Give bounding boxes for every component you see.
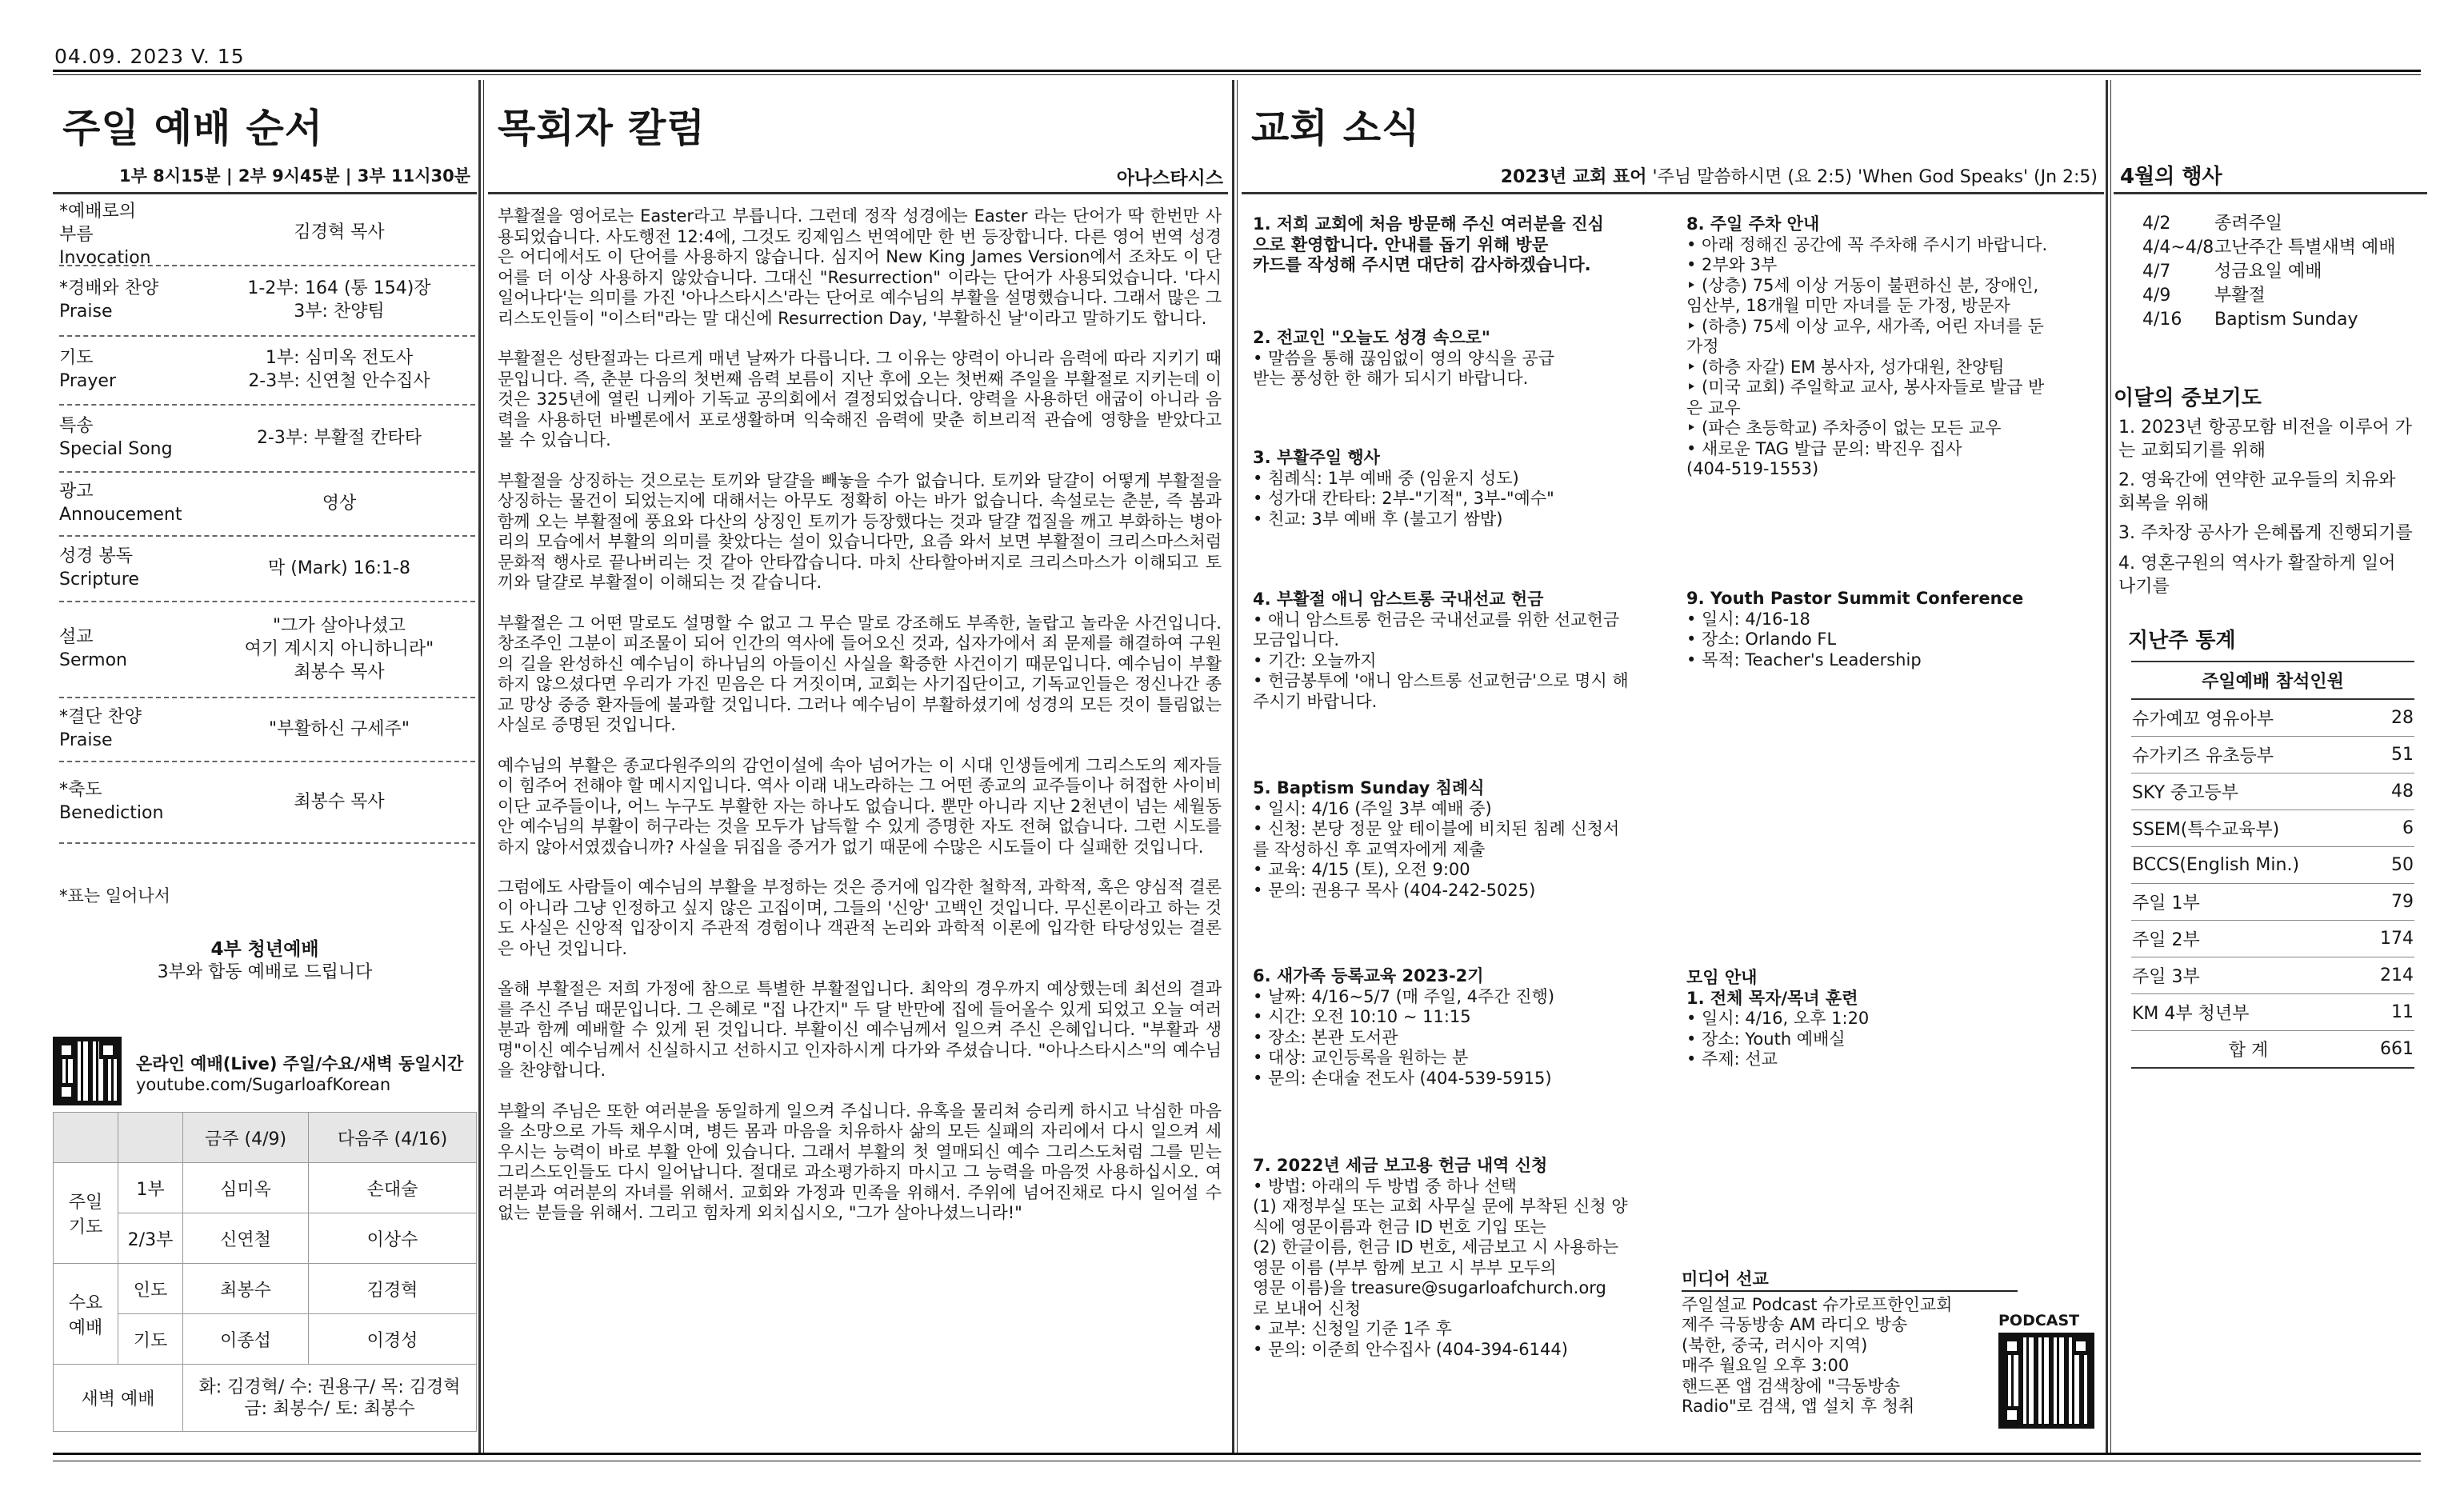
stats-name: SKY 중고등부 bbox=[2131, 773, 2366, 810]
duty-sub: 2/3부 bbox=[118, 1213, 183, 1264]
order-item bbox=[59, 405, 475, 470]
event-date: 4/4~4/8 bbox=[2142, 238, 2214, 258]
worship-order-column bbox=[53, 80, 477, 1447]
separator-1b bbox=[483, 80, 484, 1453]
order-item-value: 1부: 심미옥 전도사 2-3부: 신연철 안수집사 bbox=[248, 348, 430, 391]
separator-3b bbox=[2110, 80, 2111, 1453]
order-item-value: 2-3부: 부활절 칸타타 bbox=[256, 427, 422, 448]
order-item-value: 1-2부: 164 (통 154)장 3부: 찬양팀 bbox=[247, 278, 431, 322]
stats-row bbox=[2131, 957, 2414, 994]
dawn-value: 화: 김경혁/ 수: 권용구/ 목: 김경혁 금: 최봉수/ 토: 최봉수 bbox=[183, 1365, 477, 1432]
podcast-qr-code bbox=[1998, 1333, 2094, 1429]
column-paragraph: 부활절은 성탄절과는 다르게 매년 날짜가 다릅니다. 그 이유는 양력이 아니라 음력에 따라 지키기 때문입니다. 즉, 춘분 다음의 첫번째 음력 보름이 지난 후에 오는 첫번째 주일을 부활절로 지키는데 이것은 325년에 열린 니케아 기독교 공의회에서 결정되었습니다. 양력을 사용하던 애굽이 아니라 음력을 사용하던 바벨론에서 포로생활하며 익숙해진 음력에 맞춘 히브리적 관습에 영향을 받았다고 볼 수 있습니다. bbox=[498, 349, 1222, 450]
duty-cell: 신연철 bbox=[183, 1213, 309, 1264]
stats-head: 주일예배 참석인원 bbox=[2131, 662, 2414, 699]
news-title-rule bbox=[1242, 192, 2104, 194]
stats-title: 지난주 통계 bbox=[2128, 629, 2236, 653]
order-item bbox=[59, 602, 475, 696]
issue-date: 04.09. 2023 V. 15 bbox=[54, 45, 245, 68]
event-title: 고난주간 특별새벽 예배 bbox=[2214, 238, 2396, 258]
column-paragraph: 올해 부활절은 저희 가정에 참으로 특별한 부활절입니다. 최악의 경우까지 예상했는데 최선의 결과를 주신 주님 때문입니다. 그 은혜로 "집 나간지" 두 달 반만에 집에 들어올수 있게 되었고 오늘 여러분과 함께 예배할 수 있게 된 것입니다. 부활이신 예수님께서 일으켜 주신 은혜입니다. "부활과 생명"이신 예수님께서 신실하시고 선하시고 인자하시게 다가와 주셨습니다. "아나스타시스"의 예수님을 찬양합니다. bbox=[498, 979, 1222, 1080]
duty-sub: 기도 bbox=[118, 1314, 183, 1365]
order-item-label: *경배와 찬양 Praise bbox=[59, 278, 159, 322]
news-4: 4. 부활절 애니 암스트롱 국내선교 헌금 • 애니 암스트롱 헌금은 국내선교를 위한 선교헌금 모금입니다. • 기간: 오늘까지 • 헌금봉투에 '애니 암스트롱 선교헌금'으로 명시 해 주시기 바랍니다. bbox=[1253, 590, 1629, 711]
stats-row bbox=[2131, 737, 2414, 773]
stats-name: SSEM(특수교육부) bbox=[2131, 810, 2366, 847]
bottom-rule bbox=[53, 1453, 2421, 1455]
order-item bbox=[59, 266, 475, 334]
order-item bbox=[59, 761, 475, 841]
order-item bbox=[59, 536, 475, 600]
motto-label: 2023년 교회 표어 bbox=[1500, 167, 1647, 187]
stats-value: 174 bbox=[2366, 921, 2414, 957]
duty-sub: 1부 bbox=[118, 1163, 183, 1213]
wednesday-label: 수요 예배 bbox=[54, 1264, 118, 1365]
youth-service-title: 4부 청년예배 bbox=[210, 939, 319, 960]
order-item-value: "부활하신 구세주" bbox=[269, 718, 410, 739]
worship-order-title: 주일 예배 순서 bbox=[62, 106, 324, 151]
prayer-item: 3. 주차장 공사가 은혜롭게 진행되기를 bbox=[2118, 523, 2413, 543]
order-item-value: 영상 bbox=[322, 493, 357, 514]
media-text: 주일설교 Podcast 슈가로프한인교회 제주 극동방송 AM 라디오 방송 (북한, 중국, 러시아 지역) 매주 월요일 오후 3:00 핸드폰 앱 검색창에 "극동방송 Radio"로 검색, 앱 설치 후 청취 bbox=[1682, 1294, 1953, 1416]
online-worship-url[interactable]: youtube.com/SugarloafKorean bbox=[136, 1075, 391, 1094]
sunday-prayer-label: 주일 기도 bbox=[54, 1163, 118, 1264]
stats-name: 슈가예꼬 영유아부 bbox=[2131, 699, 2366, 737]
stats-value: 28 bbox=[2366, 699, 2414, 737]
pastor-column-title: 목회자 칼럼 bbox=[498, 106, 706, 151]
order-item-label: *축도 Benediction bbox=[59, 780, 164, 823]
column-paragraph: 부활절을 영어로는 Easter라고 부릅니다. 그런데 정작 성경에는 Easter 라는 단어가 딱 한번만 사용되었습니다. 사도행전 12:4에, 그것도 킹제임스 번역에만 한 번 등장합니다. 다른 영어 번역 성경은 어디에서도 이 단어를 사용하지 않습니다. 심지어 New King James Version에서 조차도 이 단어를 더 이상 사용하지 않았습니다. 그대신 "Resurrection" 이라는 단어가 사용되었습니다. '다시 일어나다'는 의미를 가진 '아나스타시스'라는 단어로 예수님의 부활을 설명했습니다. 그래서 많은 그리스도인들이 "이스터"라는 말 대신에 Resurrection Day, '부활하신 날'이라고 말하기도 합니다. bbox=[498, 206, 1222, 328]
event-date: 4/16 bbox=[2142, 310, 2182, 330]
column-title-rule bbox=[488, 192, 1228, 194]
events-title-rule bbox=[2114, 192, 2427, 194]
order-item-label: 설교 Sermon bbox=[59, 627, 127, 670]
order-title-rule bbox=[53, 192, 477, 194]
stats-name: 주일 2부 bbox=[2131, 921, 2366, 957]
column-paragraph: 부활의 주님은 또한 여러분을 동일하게 일으켜 주십니다. 유혹을 물리쳐 승리케 하시고 낙심한 마음을 소망으로 가득 채우시며, 병든 몸과 마음을 치유하사 삶의 모든 실패의 자리에서 다시 일으켜 세우시는 능력이 바로 부활 안에 있습니다. 그래서 부활의 첫 열매되신 예수 그리스도처럼 그를 믿는 그리스도인들도 다시 일어납니다. 절대로 과소평가하지 마시고 그 능력을 마음껏 사용하십시오. 여러분과 여러분의 자녀를 위해서. 교회와 가정과 민족을 위해서. 주위에 넘어진채로 다시 일어설 수 없는 분들을 위해서. 그리고 힘차게 외치십시오, "그가 살아나셨느니라!" bbox=[498, 1101, 1222, 1222]
stats-row bbox=[2131, 994, 2414, 1031]
stats-row bbox=[2131, 699, 2414, 737]
order-item bbox=[59, 200, 475, 268]
order-item bbox=[59, 472, 475, 534]
prayer-item: 2. 영육간에 연약한 교우들의 치유와 회복을 위해 bbox=[2118, 470, 2396, 514]
news-8: 8. 주일 주차 안내 • 아래 정해진 공간에 꼭 주차해 주시기 바랍니다. • 2부와 3부 ‣ (상층) 75세 이상 거동이 불편하신 분, 장애인, 임산부, 18개월 미만 자녀를 둔 가정, 방문자 ‣ (하층) 75세 이상 교우, 새가족, 어린 자녀를 둔 가정 ‣ (하층 자갈) EM 봉사자, 성가대원, 찬양팀 ‣ (미국 교회) 주일학교 교사, 봉사자들로 발급 받 은 교우 ‣ (파슨 초등학교) 주차증이 없는 모든 교우 • 새로운 TAG 발급 문의: 박진우 집사 (404-519-1553) bbox=[1686, 214, 2048, 478]
top-rule-thin bbox=[53, 74, 2421, 75]
order-item-value: 김경혁 목사 bbox=[294, 222, 385, 242]
separator-1 bbox=[478, 80, 481, 1453]
stats-value: 6 bbox=[2366, 810, 2414, 847]
news-column bbox=[1242, 80, 2104, 1447]
youth-service-sub: 3부와 합동 예배로 드립니다 bbox=[157, 962, 373, 982]
news-6: 6. 새가족 등록교육 2023-2기 • 날짜: 4/16~5/7 (매 주일, 4주간 진행) • 시간: 오전 10:10 ~ 11:15 • 장소: 본관 도서관 • 대상: 교인등록을 원하는 분 • 문의: 손대술 전도사 (404-539-5915) bbox=[1253, 966, 1555, 1088]
duty-cell: 김경혁 bbox=[309, 1264, 477, 1314]
order-item-label: 광고 Annoucement bbox=[59, 482, 182, 525]
event-title: 부활절 bbox=[2214, 286, 2266, 306]
stats-row bbox=[2131, 847, 2414, 884]
stats-name: 슈가키즈 유초등부 bbox=[2131, 737, 2366, 773]
duty-sub: 인도 bbox=[118, 1264, 183, 1314]
order-item-label: 성경 봉독 Scripture bbox=[59, 546, 139, 590]
stats-value: 48 bbox=[2366, 773, 2414, 810]
event-title: Baptism Sunday bbox=[2214, 310, 2358, 330]
column-paragraph: 예수님의 부활은 종교다원주의의 감언이설에 속아 넘어가는 이 시대 인생들에게 그리스도의 제자들이 힘주어 전해야 할 메시지입니다. 역사 이래 내노라하는 그 어떤 종교의 교주들이나 허접한 사이비 이단 교주들이나, 어느 누구도 부활한 자는 하나도 없습니다. 뿐만 아니라 지난 2천년이 넘는 세월동안 예수님의 부활이 허구라는 것을 모두가 납득할 수 있게 증명한 자도 전혀 없습니다. 그런 시도를 하지 않아서였겠습니까? 사실을 뒤집을 증거가 없기 때문에 수많은 시도들이 다 실패한 것입니다. bbox=[498, 755, 1222, 857]
column-body bbox=[498, 206, 1222, 1244]
top-rule bbox=[53, 70, 2421, 72]
news-7: 7. 2022년 세금 보고용 헌금 내역 신청 • 방법: 아래의 두 방법 중 하나 선택 (1) 재정부실 또는 교회 사무실 문에 부착된 신청 양 식에 영문이름과 헌금 ID 번호 기입 또는 (2) 한글이름, 헌금 ID 번호, 세금보고 시 사용하는 영문 이름 (부부 함께 보고 시 부부 모두의 영문 이름)을 treasure@sugarloafchurch.org 로 보내어 신청 • 교부: 신청일 기준 1주 후 • 문의: 이준희 안수집사 (404-394-6144) bbox=[1253, 1156, 1628, 1359]
news-5: 5. Baptism Sunday 침례식 • 일시: 4/16 (주일 3부 예배 중) • 신청: 본당 정문 앞 테이블에 비치된 침례 신청서 를 작성하신 후 교역자에게 제출 • 교육: 4/15 (토), 오전 9:00 • 문의: 권용구 목사 (404-242-5025) bbox=[1253, 778, 1620, 900]
prayer-item: 4. 영혼구원의 역사가 활잘하게 일어 나기를 bbox=[2118, 554, 2396, 597]
event-date: 4/7 bbox=[2142, 262, 2171, 282]
motto-text: '주님 말씀하시면 (요 2:5) 'When God Speaks' (Jn 2:5) bbox=[1652, 167, 2098, 187]
stats-name: BCCS(English Min.) bbox=[2131, 847, 2366, 884]
service-times: 1부 8시15분 | 2부 9시45분 | 3부 11시30분 bbox=[118, 166, 470, 186]
duty-cell: 이상수 bbox=[309, 1213, 477, 1264]
duty-cell: 이종섭 bbox=[183, 1314, 309, 1365]
meetings: 모임 안내 1. 전체 목자/목녀 훈련 • 일시: 4/16, 오후 1:20 • 장소: Youth 예배실 • 주제: 선교 bbox=[1686, 968, 1870, 1069]
order-item bbox=[59, 698, 475, 760]
duty-cell: 최봉수 bbox=[183, 1264, 309, 1314]
events-title: 4월의 행사 bbox=[2120, 165, 2222, 189]
stats-total-label: 합 계 bbox=[2131, 1031, 2366, 1069]
stats-value: 50 bbox=[2366, 847, 2414, 884]
stats-value: 214 bbox=[2366, 957, 2414, 994]
youtube-qr-code bbox=[53, 1037, 122, 1105]
separator-3 bbox=[2106, 80, 2108, 1453]
stats-value: 11 bbox=[2366, 994, 2414, 1031]
motto bbox=[1501, 163, 2098, 188]
separator-2b bbox=[1237, 80, 1238, 1453]
order-item-label: 특송 Special Song bbox=[59, 416, 173, 459]
stats-row bbox=[2131, 921, 2414, 957]
duty-cell: 심미옥 bbox=[183, 1163, 309, 1213]
event-date: 4/2 bbox=[2142, 214, 2171, 234]
prayer-item: 1. 2023년 항공모함 비전을 이루어 가 는 교회되기를 위해 bbox=[2118, 418, 2412, 461]
news-3: 3. 부활주일 행사 • 침례식: 1부 예배 중 (임윤지 성도) • 성가대 칸타타: 2부-"기적", 3부-"예수" • 친교: 3부 예배 후 (불고기 쌈밥) bbox=[1253, 448, 1554, 529]
pastor-column bbox=[488, 80, 1228, 1447]
media-title: 미디어 선교 bbox=[1682, 1269, 2018, 1292]
stats-table bbox=[2131, 661, 2414, 1069]
stats-value: 79 bbox=[2366, 884, 2414, 921]
order-item-value: 막 (Mark) 16:1-8 bbox=[268, 558, 410, 578]
stats-name: 주일 1부 bbox=[2131, 884, 2366, 921]
stats-row bbox=[2131, 884, 2414, 921]
order-item-value: 최봉수 목사 bbox=[294, 791, 385, 812]
event-title: 종려주일 bbox=[2214, 214, 2283, 234]
event-date: 4/9 bbox=[2142, 286, 2171, 306]
order-item bbox=[59, 336, 475, 403]
column-paragraph: 부활절은 그 어떤 말로도 설명할 수 없고 그 무슨 말로 강조해도 부족한, 놀랍고 놀라운 사건입니다. 창조주인 그분이 피조물이 되어 인간의 역사에 들어오신 것과, 십자가에서 죄 문제를 해결하여 구원의 길을 완성하신 예수님이 하나님의 아들이신 사실을 확증한 사건이기 때문입니다. 예수님이 부활하지 않으셨다면 우리가 가진 믿음은 다 거짓이며, 교회는 사기집단이고, 기독교인들은 정신나간 종교 망상 중증 환자들에 불과할 것입니다. 그러나 예수님이 부활하셨기에 성경의 모든 것이 틀림없는 사실로 증명된 것입니다. bbox=[498, 613, 1222, 734]
separator-2 bbox=[1232, 80, 1234, 1453]
event-title: 성금요일 예배 bbox=[2214, 262, 2322, 282]
order-divider bbox=[59, 842, 475, 844]
prayer-title: 이달의 중보기도 bbox=[2114, 386, 2262, 410]
column-paragraph: 그럼에도 사람들이 예수님의 부활을 부정하는 것은 증거에 입각한 철학적, 과학적, 혹은 양심적 결론이 아니라 그냥 인정하고 싶지 않은 고집이며, 그들의 '신앙' 고백인 것입니다. 무신론이라고 하는 것도 사실은 신앙적 입장이지 주관적 경험이나 객관적 논리와 과학적 이론에 입각한 타당성있는 결론은 아닌 것입니다. bbox=[498, 877, 1222, 958]
stats-total-value: 661 bbox=[2366, 1031, 2414, 1069]
duty-cell: 손대술 bbox=[309, 1163, 477, 1213]
duty-head-next-week: 다음주 (4/16) bbox=[309, 1113, 477, 1163]
stand-note: *표는 일어나서 bbox=[59, 886, 170, 905]
order-item-label: *예배로의 부름 Invocation bbox=[59, 202, 151, 268]
stats-row bbox=[2131, 773, 2414, 810]
online-worship-title: 온라인 예배(Live) 주일/수요/새벽 동일시간 bbox=[136, 1054, 464, 1073]
dawn-label: 새벽 예배 bbox=[54, 1365, 183, 1432]
stats-row bbox=[2131, 810, 2414, 847]
news-title: 교회 소식 bbox=[1251, 106, 1421, 151]
stats-value: 51 bbox=[2366, 737, 2414, 773]
news-9: 9. Youth Pastor Summit Conference • 일시: 4/16-18 • 장소: Orlando FL • 목적: Teacher's Leadership bbox=[1686, 589, 2024, 670]
stats-name: 주일 3부 bbox=[2131, 957, 2366, 994]
news-2: 2. 전교인 "오늘도 성경 속으로" • 말씀을 통해 끊임없이 영의 양식을 공급 받는 풍성한 한 해가 되시기 바랍니다. bbox=[1253, 328, 1555, 388]
duty-cell: 이경성 bbox=[309, 1314, 477, 1365]
order-item-label: 기도 Prayer bbox=[59, 348, 117, 391]
news-1: 1. 저희 교회에 처음 방문해 주신 여러분을 진심 으로 환영합니다. 안내를 돕기 위해 방문 카드를 작성해 주시면 대단히 감사하겠습니다. bbox=[1253, 214, 1604, 274]
order-item-value: "그가 살아나셨고 여기 계시지 아니하니라" 최봉수 목사 bbox=[244, 615, 434, 682]
duty-head-this-week: 금주 (4/9) bbox=[183, 1113, 309, 1163]
stats-name: KM 4부 청년부 bbox=[2131, 994, 2366, 1031]
duty-table bbox=[53, 1112, 477, 1432]
pastor-column-subtitle: 아나스타시스 bbox=[1116, 168, 1223, 189]
column-paragraph: 부활절을 상징하는 것으로는 토끼와 달걀을 빼놓을 수가 없습니다. 토끼와 달걀이 어떻게 부활절을 상징하는 물건이 되었는지에 대해서는 아무도 정확히 아는 바가 없습니다. 속설로는 춘분, 즉 봄과 함께 오는 부활절에 풍요와 다산의 상징인 토끼가 등장했다는 것과 달걀 껍질을 깨고 부화하는 병아리의 모습에서 부활의 의미를 찾았다는 설이 있습니다만, 요즘 와서 보면 부활절이 크리스마스처럼 문화적 행사로 끝나버리는 것 같아 안타깝습니다. 마치 산타할아버지로 크리스마스가 이해되고 토끼와 달걀로 부활절이 이해되는 것 같습니다. bbox=[498, 470, 1222, 592]
podcast-label: PODCAST bbox=[1998, 1312, 2080, 1329]
order-item-label: *결단 찬양 Praise bbox=[59, 707, 142, 750]
